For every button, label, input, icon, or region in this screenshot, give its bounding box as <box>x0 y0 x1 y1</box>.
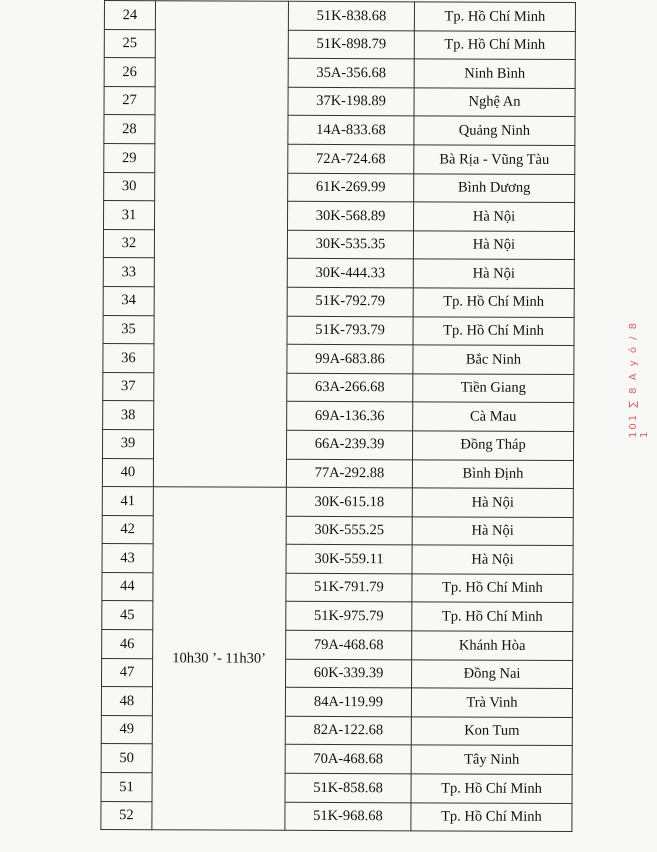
license-plate: 63A-266.68 <box>287 373 413 402</box>
province: Tp. Hồ Chí Minh <box>412 574 573 603</box>
row-number: 50 <box>101 744 152 773</box>
license-plate: 51K-858.68 <box>285 773 411 802</box>
row-number: 31 <box>103 201 154 230</box>
license-plate: 99A-683.86 <box>287 344 413 373</box>
license-plate: 51K-975.79 <box>286 602 412 631</box>
handwritten-margin-note: 101 ∑ 8 A y ó / 8 1 <box>628 320 650 438</box>
row-number: 39 <box>103 429 154 458</box>
row-number: 36 <box>103 344 154 373</box>
time-slot-cell <box>153 1 288 488</box>
province: Bà Rịa - Vũng Tàu <box>414 145 575 174</box>
license-plate: 51K-968.68 <box>285 802 411 831</box>
license-plate: 30K-555.25 <box>286 516 412 545</box>
province: Hà Nội <box>412 488 573 517</box>
license-plate: 51K-898.79 <box>288 30 414 59</box>
province: Đồng Tháp <box>412 431 573 460</box>
row-number: 45 <box>102 601 153 630</box>
province: Tp. Hồ Chí Minh <box>414 30 575 59</box>
province: Tp. Hồ Chí Minh <box>413 316 574 345</box>
license-plate: 82A-122.68 <box>285 716 411 745</box>
row-number: 34 <box>103 286 154 315</box>
time-slot-cell: 10h30 ’- 11h30’ <box>152 487 286 831</box>
row-number: 38 <box>103 401 154 430</box>
row-number: 48 <box>101 687 152 716</box>
license-plate: 70A-468.68 <box>285 745 411 774</box>
province: Hà Nội <box>413 231 574 260</box>
table-row <box>102 487 573 518</box>
province: Bình Dương <box>414 173 575 202</box>
license-plate: 37K-198.89 <box>288 87 414 116</box>
province: Tp. Hồ Chí Minh <box>412 602 573 631</box>
row-number: 49 <box>101 715 152 744</box>
province: Kon Tum <box>411 717 572 746</box>
row-number: 28 <box>104 115 155 144</box>
row-number: 32 <box>103 229 154 258</box>
license-plate: 30K-535.35 <box>287 230 413 259</box>
license-plate: 72A-724.68 <box>288 144 414 173</box>
license-plate: 51K-791.79 <box>286 573 412 602</box>
license-plate: 60K-339.39 <box>286 659 412 688</box>
province: Hà Nội <box>413 202 574 231</box>
row-number: 25 <box>104 29 155 58</box>
license-plate: 79A-468.68 <box>286 630 412 659</box>
province: Tiền Giang <box>413 374 574 403</box>
row-number: 37 <box>103 372 154 401</box>
license-plate: 51K-838.68 <box>288 1 414 30</box>
province: Tp. Hồ Chí Minh <box>413 288 574 317</box>
license-plate: 30K-568.89 <box>287 201 413 230</box>
province: Nghệ An <box>414 88 575 117</box>
province: Hà Nội <box>413 259 574 288</box>
province: Tây Ninh <box>411 745 572 774</box>
province: Cà Mau <box>413 402 574 431</box>
license-plate: 14A-833.68 <box>288 116 414 145</box>
row-number: 47 <box>102 658 153 687</box>
province: Bình Định <box>412 459 573 488</box>
license-plate: 30K-559.11 <box>286 545 412 574</box>
province: Ninh Bình <box>414 59 575 88</box>
license-plate: 35A-356.68 <box>288 58 414 87</box>
license-plate: 66A-239.39 <box>286 430 412 459</box>
row-number: 42 <box>102 515 153 544</box>
province: Khánh Hòa <box>412 631 573 660</box>
license-plate: 77A-292.88 <box>286 459 412 488</box>
row-number: 52 <box>101 801 152 830</box>
license-plate: 84A-119.99 <box>285 688 411 717</box>
province: Hà Nội <box>412 545 573 574</box>
license-plate-table <box>100 0 576 832</box>
row-number: 46 <box>102 630 153 659</box>
license-plate: 30K-444.33 <box>287 259 413 288</box>
row-number: 33 <box>103 258 154 287</box>
row-number: 51 <box>101 773 152 802</box>
row-number: 40 <box>102 458 153 487</box>
license-plate: 61K-269.99 <box>288 173 414 202</box>
license-plate: 69A-136.36 <box>287 402 413 431</box>
row-number: 44 <box>102 572 153 601</box>
province: Trà Vinh <box>411 688 572 717</box>
province: Đồng Nai <box>412 660 573 689</box>
license-plate: 30K-615.18 <box>286 487 412 516</box>
province: Bắc Ninh <box>413 345 574 374</box>
row-number: 26 <box>104 58 155 87</box>
row-number: 43 <box>102 544 153 573</box>
row-number: 27 <box>104 86 155 115</box>
province: Tp. Hồ Chí Minh <box>411 774 572 803</box>
province: Tp. Hồ Chí Minh <box>414 2 575 31</box>
row-number: 29 <box>104 143 155 172</box>
row-number: 35 <box>103 315 154 344</box>
province: Tp. Hồ Chí Minh <box>411 802 572 831</box>
row-number: 30 <box>104 172 155 201</box>
row-number: 24 <box>104 1 155 30</box>
province: Hà Nội <box>412 517 573 546</box>
table-row <box>104 1 575 32</box>
province: Quảng Ninh <box>414 116 575 145</box>
license-plate: 51K-792.79 <box>287 287 413 316</box>
row-number: 41 <box>102 487 153 516</box>
license-plate: 51K-793.79 <box>287 316 413 345</box>
